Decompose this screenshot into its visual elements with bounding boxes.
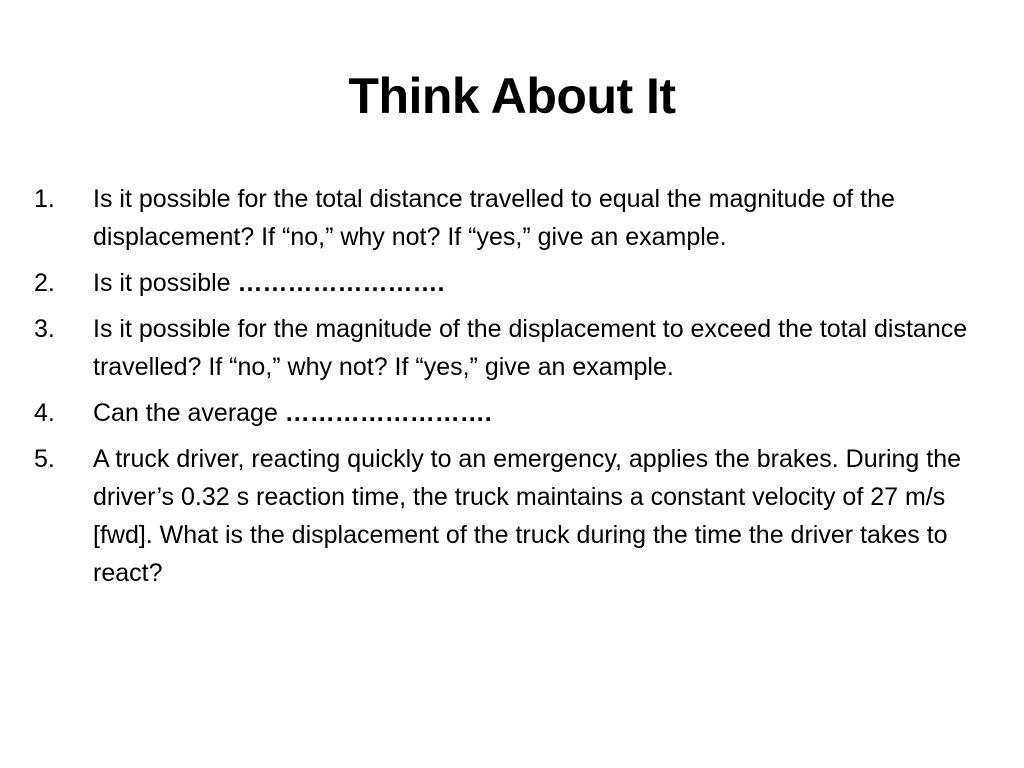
list-item (34, 180, 1004, 256)
item-number: 4. (34, 399, 55, 427)
list-item (34, 264, 1004, 302)
slide-title: Think About It (348, 68, 676, 124)
item-text: Is it possible for the total distance travelled to equal the magnitude of the displacement? If “no,” why not? If “yes,” give an example. (93, 185, 895, 251)
item-text: A truck driver, reacting quickly to an emergency, applies the brakes. During the driver’s 0.32 s reaction time, the truck maintains a constant velocity of 27 m/s [fwd]. What is the displacement of the truck during the time the driver takes to react? (93, 445, 962, 587)
item-text: Is it possible for the magnitude of the displacement to exceed the total distance travelled? If “no,” why not? If “yes,” give an example. (93, 315, 968, 381)
list-item (34, 440, 1004, 592)
list-item (34, 310, 1004, 386)
list-item (34, 394, 1004, 432)
item-text: Can the average (93, 399, 285, 427)
item-text: Is it possible (93, 269, 238, 297)
question-list (34, 180, 1004, 600)
item-number: 3. (34, 315, 55, 343)
item-number: 2. (34, 269, 55, 297)
item-ellipsis: ……………………. (237, 269, 445, 297)
item-ellipsis: ……………………. (284, 399, 492, 427)
item-number: 5. (34, 445, 55, 473)
item-number: 1. (34, 185, 55, 213)
